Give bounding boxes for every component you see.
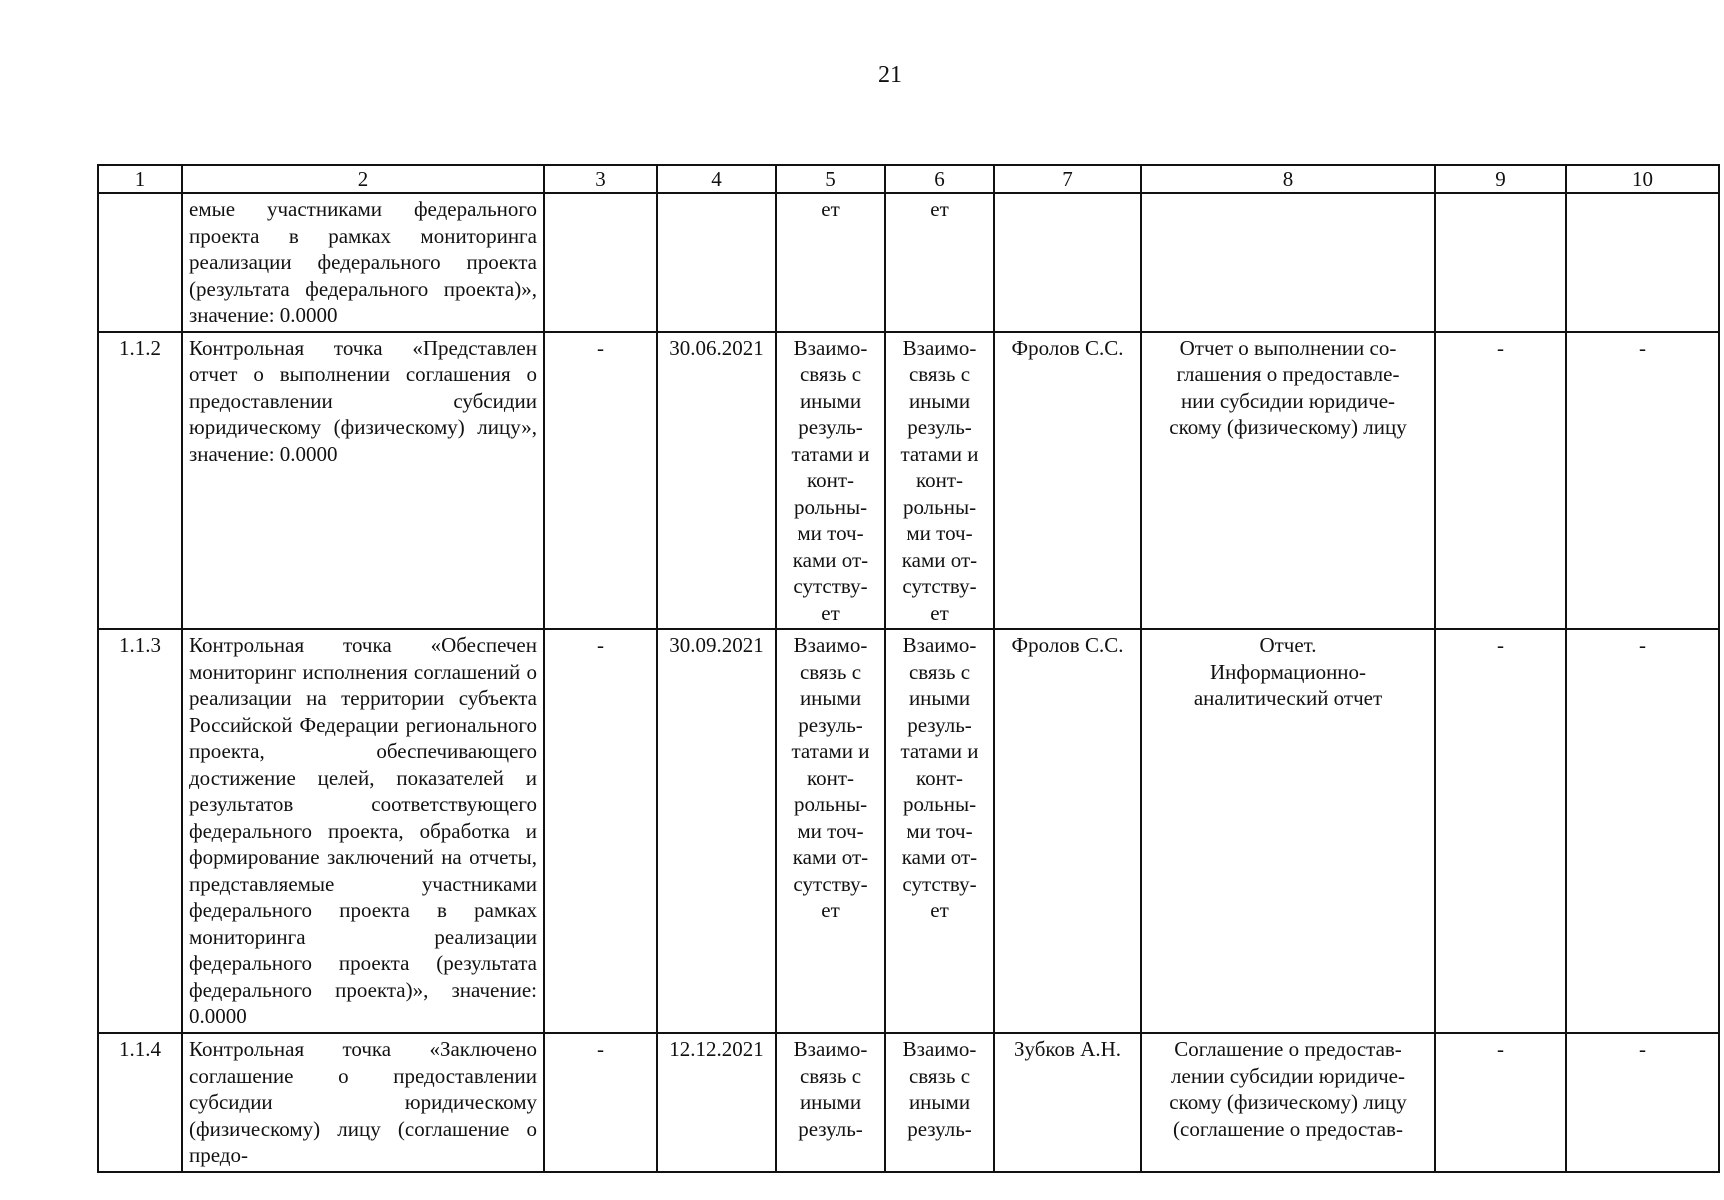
plan-table [97,164,1720,1173]
cell-line: скому (физическому) лицу [1169,415,1407,439]
cell-line: резуль- [798,712,863,737]
cell-line: рольны- [902,494,977,519]
cell-line: конт- [806,765,855,790]
cell-line: аналитический отчет [1193,686,1383,710]
column-header: 1 [98,165,182,193]
cell-line: связь с [908,659,971,684]
table-row [98,629,1719,1033]
cell-line: Взаимо- [902,1037,977,1061]
column-header: 6 [885,165,994,193]
row-col3: - [544,332,657,630]
cell-line: Взаимо- [793,633,868,657]
row-number: 1.1.2 [98,332,182,630]
cell-line: Отчет о выполнении со- [1179,335,1397,360]
row-responsible: Фролов С.С. [994,332,1141,630]
row-col10: - [1566,629,1719,1033]
cell-line: конт- [915,468,964,492]
column-header: 10 [1566,165,1719,193]
cell-line: связь с [908,1063,971,1088]
row-date: 30.09.2021 [657,629,776,1033]
cell-line: нии субсидии юридиче- [1180,388,1396,413]
cell-line: сутству- [902,574,977,598]
row-col6 [885,193,994,332]
row-col10: - [1566,1033,1719,1172]
cell-line: ми точ- [906,818,973,843]
row-responsible: Зубков А.Н. [994,1033,1141,1172]
cell-line: татами и [791,441,870,466]
column-header: 4 [657,165,776,193]
cell-line: рольны- [793,494,868,519]
cell-line: ками от- [792,547,869,572]
row-date: 30.06.2021 [657,332,776,630]
cell-line: иными [799,686,862,710]
cell-line: ет [930,197,949,221]
row-responsible: Фролов С.С. [994,629,1141,1033]
cell-line: ет [821,600,840,625]
row-responsible [994,193,1141,332]
cell-line: лении субсидии юридиче- [1171,1063,1405,1088]
cell-line: Взаимо- [902,335,977,360]
cell-line: иными [908,686,971,710]
cell-line: ками от- [792,845,869,869]
cell-line: рольны- [793,792,868,816]
cell-line: Взаимо- [793,1037,868,1061]
cell-line: татами и [900,739,979,763]
cell-line: Взаимо- [902,633,977,657]
table-row [98,193,1719,332]
cell-line: ками от- [901,547,978,572]
row-date [657,193,776,332]
cell-line: резуль- [907,712,972,737]
row-col10: - [1566,332,1719,630]
row-document [1141,1033,1435,1172]
row-col5 [776,193,885,332]
cell-line: резуль- [798,1116,863,1141]
cell-line: Информационно- [1209,659,1367,684]
row-col5 [776,629,885,1033]
cell-line: сутству- [793,871,868,896]
cell-line: связь с [908,362,971,386]
column-header: 8 [1141,165,1435,193]
row-col3: - [544,629,657,1033]
row-col9: - [1435,1033,1566,1172]
column-header: 7 [994,165,1141,193]
cell-line: сутству- [902,871,977,896]
cell-line: резуль- [798,415,863,439]
row-col10 [1566,193,1719,332]
cell-line: Соглашение о предостав- [1174,1037,1402,1061]
row-col5 [776,332,885,630]
row-col6 [885,1033,994,1172]
column-header: 5 [776,165,885,193]
cell-line: иными [908,388,971,413]
cell-line: ет [930,898,949,922]
cell-line: связь с [799,362,862,386]
cell-line: ками от- [901,845,978,869]
table-row [98,332,1719,630]
cell-line: рольны- [902,792,977,816]
cell-line: ет [821,898,840,922]
row-col6 [885,332,994,630]
cell-line: иными [908,1090,971,1114]
cell-line: связь с [799,659,862,684]
column-header: 9 [1435,165,1566,193]
cell-line: конт- [915,765,964,790]
row-col9: - [1435,332,1566,630]
cell-line: конт- [806,468,855,492]
cell-line: связь с [799,1063,862,1088]
cell-line: ет [930,600,949,625]
row-number: 1.1.4 [98,1033,182,1172]
row-document [1141,193,1435,332]
row-document [1141,332,1435,630]
row-col6 [885,629,994,1033]
row-col3 [544,193,657,332]
cell-line: глашения о предоставле- [1176,362,1400,386]
cell-line: иными [799,388,862,413]
cell-line: скому (физическому) лицу [1169,1090,1407,1114]
row-col9: - [1435,629,1566,1033]
column-header: 3 [544,165,657,193]
header-row [98,165,1719,193]
row-col5 [776,1033,885,1172]
row-description: Контрольная точка «Заключено соглашение о предоставлении субсидии юридическому (физическому) лицу (соглашение о предо- [182,1033,544,1172]
cell-line: татами и [900,441,979,466]
cell-line: Взаимо- [793,335,868,360]
cell-line: резуль- [907,1116,972,1141]
cell-line: иными [799,1090,862,1114]
table-row [98,1033,1719,1172]
cell-line: резуль- [907,415,972,439]
cell-line: татами и [791,739,870,763]
row-description: Контрольная точка «Обеспечен мониторинг исполнения соглашений о реализации на территории субъекта Российской Федерации регионального проекта, обеспечивающего достижение целей, показателей и результатов соответствующего федерального проекта, обработка и формирование заключений на отчеты, представляемые участниками федерального проекта в рамках мониторинга реализации федерального проекта (результата федерального проекта)», значение: 0.0000 [182,629,544,1033]
row-col3: - [544,1033,657,1172]
cell-line: ет [821,197,840,221]
row-document [1141,629,1435,1033]
column-header: 2 [182,165,544,193]
row-col9 [1435,193,1566,332]
page-number: 21 [878,62,902,88]
row-description: емые участниками федерального проекта в рамках мониторинга реализации федерального проекта (результата федерального проекта)», значение: 0.0000 [182,193,544,332]
row-number [98,193,182,332]
row-description: Контрольная точка «Представлен отчет о выполнении соглашения о предоставлении субсидии юридическому (физическому) лицу», значение: 0.0000 [182,332,544,630]
cell-line: ми точ- [906,521,973,545]
row-number: 1.1.3 [98,629,182,1033]
row-date: 12.12.2021 [657,1033,776,1172]
cell-line: ми точ- [797,521,864,545]
cell-line: (соглашение о предостав- [1173,1116,1403,1141]
cell-line: Отчет. [1259,633,1317,657]
cell-line: сутству- [793,574,868,598]
cell-line: ми точ- [797,818,864,843]
